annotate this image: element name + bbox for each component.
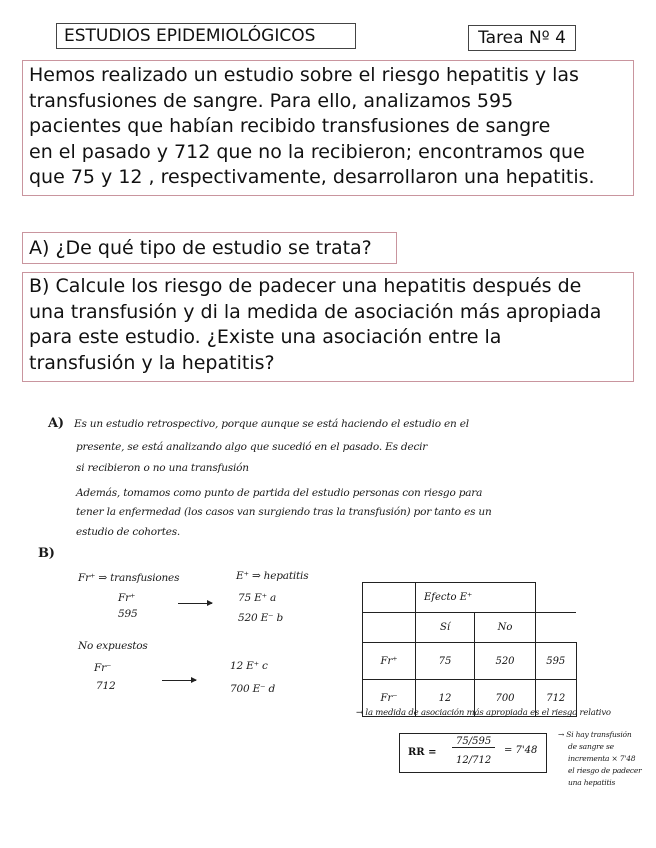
unexposed-noncases: 700 E⁻ d — [230, 683, 276, 695]
table-col-header: Sí — [416, 613, 475, 643]
exposed-definition: Fr⁺ ⇒ transfusiones — [78, 572, 180, 584]
side-note-line: una hepatitis — [568, 778, 616, 787]
answer-a-line: estudio de cohortes. — [76, 526, 181, 538]
answer-b-label: B) — [38, 546, 55, 561]
statement-line: Hemos realizado un estudio sobre el riesgo hepatitis y las — [29, 64, 579, 86]
table-header-group: Efecto E⁺ — [416, 583, 536, 613]
question-b-line: una transfusión y di la medida de asociación más apropiada — [29, 300, 602, 323]
answer-a-line: si recibieron o no una transfusión — [76, 462, 249, 474]
statement-line: que 75 y 12 , respectivamente, desarrollaron una hepatitis. — [29, 166, 595, 188]
table-corner-cell — [363, 583, 416, 613]
table-empty-cell — [536, 613, 577, 643]
answer-a-line: tener la enfermedad (los casos van surgiendo tras la transfusión) por tanto es un — [76, 506, 492, 518]
header-title: ESTUDIOS EPIDEMIOLÓGICOS — [56, 23, 356, 49]
statement-line: transfusiones de sangre. Para ello, analizamos 595 — [29, 89, 514, 112]
table-col-header: No — [475, 613, 536, 643]
answer-a-line: presente, se está analizando algo que sucedió en el pasado. Es decir — [76, 441, 428, 453]
rr-label: RR = — [408, 747, 437, 758]
relative-risk-box — [399, 733, 547, 773]
table-row — [363, 643, 577, 680]
question-b-line: para este estudio. ¿Existe una asociación entre la — [29, 326, 502, 348]
table-corner-cell — [363, 613, 416, 643]
table-row-label: Fr⁺ — [363, 643, 416, 680]
association-note: → la medida de asociación más apropiada es el riesgo relativo — [356, 708, 611, 718]
table-row-total: 712 — [536, 680, 577, 717]
task-number: Tarea Nº 4 — [468, 25, 576, 51]
side-note-line: de sangre se — [568, 742, 614, 751]
question-a: A) ¿De qué tipo de estudio se trata? — [22, 232, 397, 264]
table-cell: 700 — [475, 680, 536, 717]
problem-statement — [22, 60, 634, 196]
table-cell: 12 — [416, 680, 475, 717]
table-empty-cell — [536, 583, 577, 613]
contingency-table — [362, 582, 577, 717]
side-note-line: → Si hay transfusión — [558, 730, 632, 739]
answer-a-label: A) — [48, 416, 64, 431]
arrow-icon — [178, 603, 212, 604]
unexposed-total: 712 — [96, 680, 116, 692]
answer-a-line: Además, tomamos como punto de partida del estudio personas con riesgo para — [76, 487, 483, 499]
rr-numerator: 75/595 — [452, 736, 495, 748]
question-b — [22, 272, 634, 382]
unexposed-symbol: Fr⁻ — [94, 662, 112, 674]
exposed-cases: 75 E⁺ a — [238, 592, 277, 604]
unexposed-label: No expuestos — [78, 640, 148, 652]
rr-result: = 7'48 — [504, 745, 538, 756]
question-b-line: B) Calcule los riesgo de padecer una hepatitis después de — [29, 275, 582, 297]
side-note-line: incrementa × 7'48 — [568, 754, 636, 763]
table-cell: 75 — [416, 643, 475, 680]
exposed-symbol: Fr⁺ — [118, 592, 136, 604]
exposed-noncases: 520 E⁻ b — [238, 612, 284, 624]
statement-line: pacientes que habían recibido transfusiones de sangre — [29, 115, 551, 137]
table-row-label: Fr⁻ — [363, 680, 416, 717]
statement-line: en el pasado y 712 que no la recibieron; encontramos que — [29, 140, 585, 163]
question-b-line: transfusión y la hepatitis? — [29, 351, 275, 374]
outcome-definition: E⁺ ⇒ hepatitis — [236, 570, 309, 582]
table-row-total: 595 — [536, 643, 577, 680]
exposed-total: 595 — [118, 608, 138, 620]
arrow-icon — [162, 680, 196, 681]
unexposed-cases: 12 E⁺ c — [230, 660, 268, 672]
table-cell: 520 — [475, 643, 536, 680]
rr-denominator: 12/712 — [456, 755, 492, 766]
side-note-line: el riesgo de padecer — [568, 766, 642, 775]
answer-a-line: Es un estudio retrospectivo, porque aunque se está haciendo el estudio en el — [74, 418, 469, 430]
